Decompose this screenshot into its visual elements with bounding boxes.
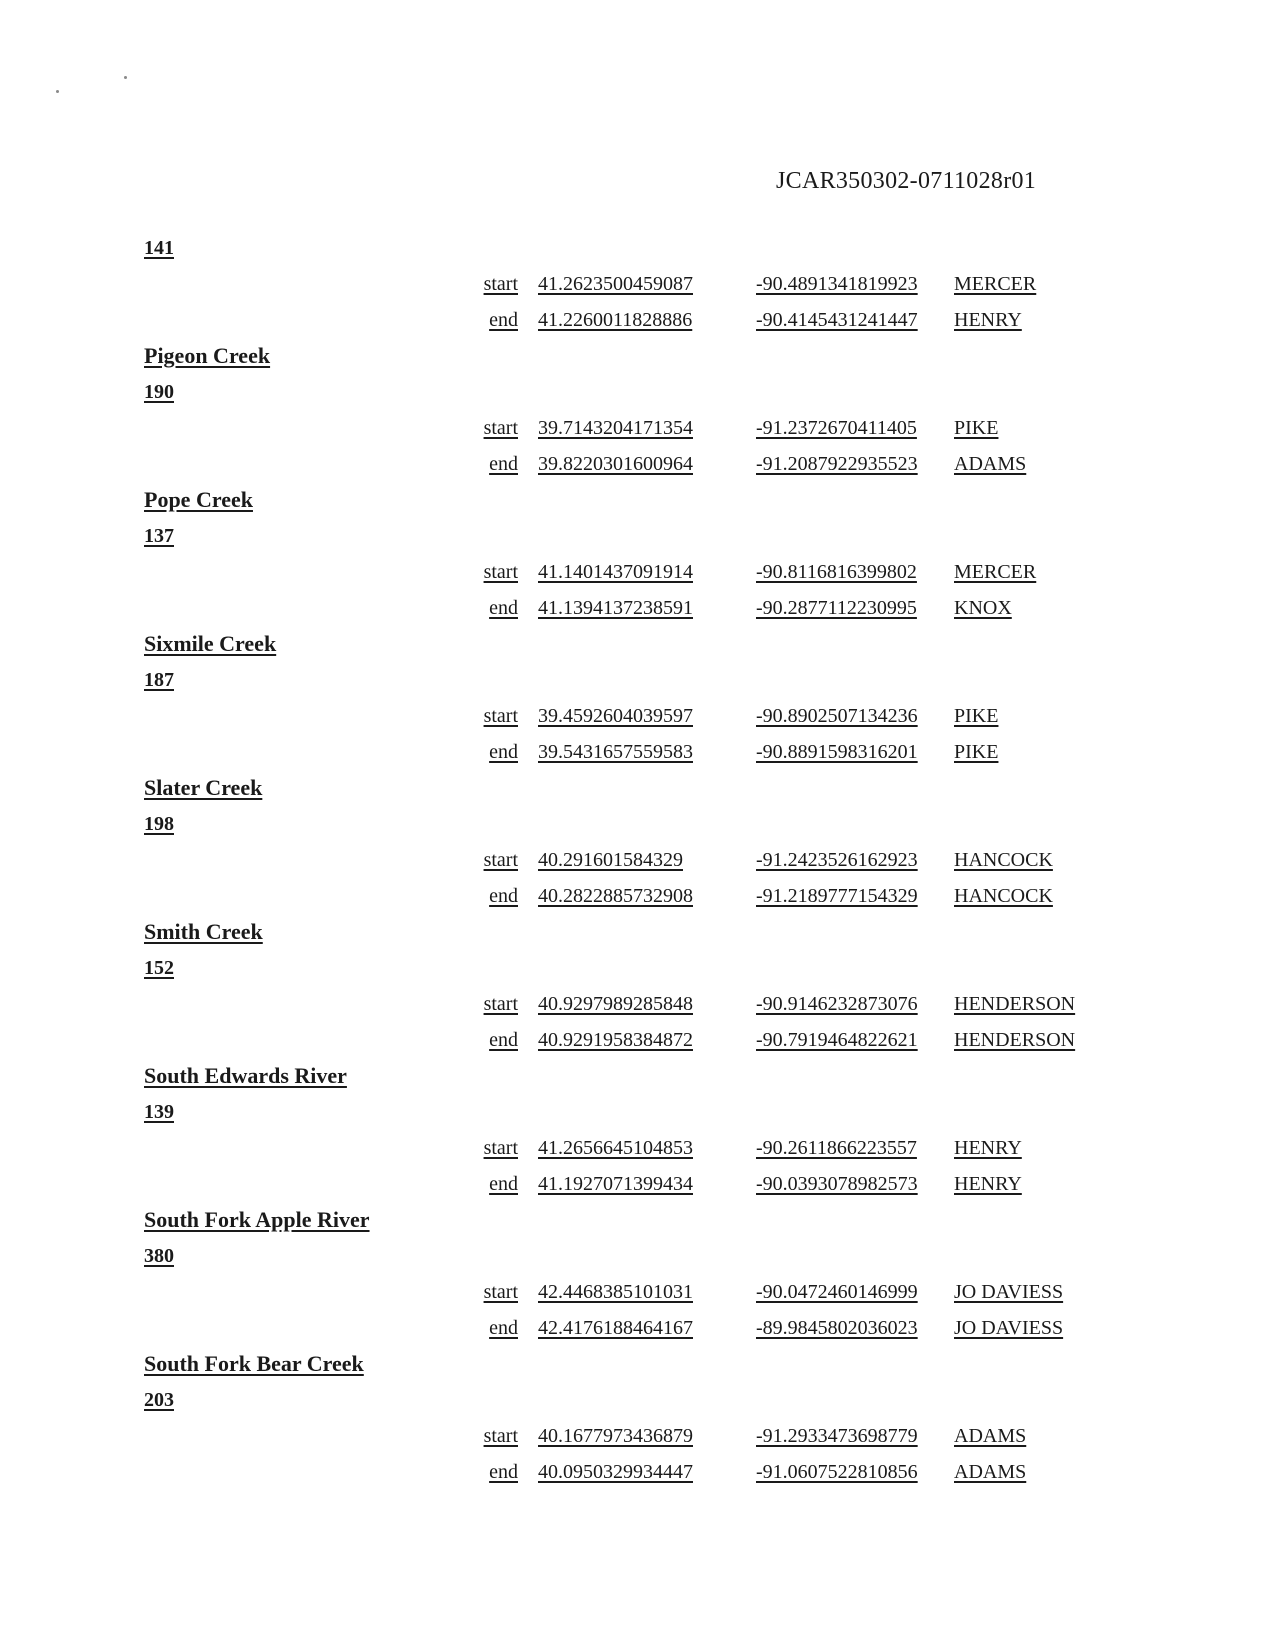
county-name: ADAMS bbox=[954, 1461, 1027, 1483]
coordinate-row bbox=[0, 554, 1276, 590]
latitude-value: 39.8220301600964 bbox=[538, 453, 693, 475]
stream-name-row bbox=[144, 770, 1276, 806]
longitude-value: -90.4891341819923 bbox=[756, 273, 918, 295]
segment-number: 141 bbox=[144, 237, 174, 259]
segment-number-row bbox=[144, 1238, 1276, 1274]
longitude-value: -90.2611866223557 bbox=[756, 1137, 917, 1159]
stream-section bbox=[0, 914, 1276, 1058]
latitude-value: 41.2623500459087 bbox=[538, 273, 693, 295]
longitude-value: -90.8116816399802 bbox=[756, 561, 917, 583]
document-id: JCAR350302-0711028r01 bbox=[776, 168, 1037, 194]
point-label: start bbox=[483, 561, 518, 583]
segment-number: 198 bbox=[144, 813, 174, 835]
stream-name: Slater Creek bbox=[144, 775, 263, 800]
coordinate-row bbox=[0, 1022, 1276, 1058]
point-label: start bbox=[483, 1425, 518, 1447]
stream-name-row bbox=[144, 338, 1276, 374]
segment-number: 139 bbox=[144, 1101, 174, 1123]
stream-section bbox=[0, 770, 1276, 914]
stream-name: South Fork Apple River bbox=[144, 1207, 370, 1232]
coordinate-row bbox=[0, 986, 1276, 1022]
coordinate-row bbox=[0, 1274, 1276, 1310]
point-label: end bbox=[489, 741, 518, 763]
longitude-value: -89.9845802036023 bbox=[756, 1317, 918, 1339]
coordinate-row bbox=[0, 1418, 1276, 1454]
segment-number: 137 bbox=[144, 525, 174, 547]
latitude-value: 40.0950329934447 bbox=[538, 1461, 693, 1483]
point-label: start bbox=[483, 273, 518, 295]
stream-name-row bbox=[144, 1058, 1276, 1094]
latitude-value: 40.1677973436879 bbox=[538, 1425, 693, 1447]
longitude-value: -90.4145431241447 bbox=[756, 309, 918, 331]
latitude-value: 40.9291958384872 bbox=[538, 1029, 693, 1051]
longitude-value: -91.0607522810856 bbox=[756, 1461, 918, 1483]
latitude-value: 39.4592604039597 bbox=[538, 705, 693, 727]
stream-name: South Fork Bear Creek bbox=[144, 1351, 364, 1376]
latitude-value: 41.2260011828886 bbox=[538, 309, 693, 331]
segment-number: 187 bbox=[144, 669, 174, 691]
scan-speck bbox=[56, 90, 59, 93]
county-name: PIKE bbox=[954, 741, 999, 763]
point-label: start bbox=[483, 1137, 518, 1159]
stream-name: South Edwards River bbox=[144, 1063, 347, 1088]
coordinate-row bbox=[0, 1166, 1276, 1202]
point-label: end bbox=[489, 1317, 518, 1339]
latitude-value: 39.5431657559583 bbox=[538, 741, 693, 763]
coordinate-row bbox=[0, 734, 1276, 770]
stream-section bbox=[0, 338, 1276, 482]
segment-number-row bbox=[144, 950, 1276, 986]
segment-number-row bbox=[144, 806, 1276, 842]
stream-name: Pigeon Creek bbox=[144, 343, 271, 368]
point-label: end bbox=[489, 1461, 518, 1483]
latitude-value: 42.4468385101031 bbox=[538, 1281, 693, 1303]
stream-section bbox=[0, 1346, 1276, 1490]
latitude-value: 41.1401437091914 bbox=[538, 561, 693, 583]
segment-number-row bbox=[144, 230, 1276, 266]
segment-number-row bbox=[144, 1094, 1276, 1130]
stream-name-row bbox=[144, 1346, 1276, 1382]
coordinate-row bbox=[0, 302, 1276, 338]
latitude-value: 40.291601584329 bbox=[538, 849, 683, 871]
stream-name-row bbox=[144, 482, 1276, 518]
longitude-value: -91.2933473698779 bbox=[756, 1425, 918, 1447]
point-label: end bbox=[489, 597, 518, 619]
stream-section bbox=[0, 1058, 1276, 1202]
latitude-value: 41.2656645104853 bbox=[538, 1137, 693, 1159]
county-name: JO DAVIESS bbox=[954, 1281, 1064, 1303]
latitude-value: 40.2822885732908 bbox=[538, 885, 693, 907]
point-label: end bbox=[489, 885, 518, 907]
river-segment-list bbox=[0, 230, 1276, 1490]
segment-number-row bbox=[144, 662, 1276, 698]
segment-number-row bbox=[144, 1382, 1276, 1418]
latitude-value: 40.9297989285848 bbox=[538, 993, 693, 1015]
longitude-value: -91.2189777154329 bbox=[756, 885, 918, 907]
stream-name: Smith Creek bbox=[144, 919, 263, 944]
stream-name: Sixmile Creek bbox=[144, 631, 277, 656]
county-name: HENDERSON bbox=[954, 1029, 1076, 1051]
county-name: MERCER bbox=[954, 561, 1037, 583]
segment-number-row bbox=[144, 374, 1276, 410]
segment-number: 380 bbox=[144, 1245, 174, 1267]
longitude-value: -90.7919464822621 bbox=[756, 1029, 918, 1051]
point-label: start bbox=[483, 417, 518, 439]
county-name: HENRY bbox=[954, 1173, 1022, 1195]
county-name: ADAMS bbox=[954, 1425, 1027, 1447]
longitude-value: -91.2087922935523 bbox=[756, 453, 918, 475]
latitude-value: 39.7143204171354 bbox=[538, 417, 693, 439]
latitude-value: 42.4176188464167 bbox=[538, 1317, 693, 1339]
coordinate-row bbox=[0, 446, 1276, 482]
latitude-value: 41.1394137238591 bbox=[538, 597, 693, 619]
stream-section bbox=[0, 1202, 1276, 1346]
point-label: start bbox=[483, 1281, 518, 1303]
coordinate-row bbox=[0, 410, 1276, 446]
stream-section bbox=[0, 626, 1276, 770]
longitude-value: -91.2423526162923 bbox=[756, 849, 918, 871]
county-name: HENDERSON bbox=[954, 993, 1076, 1015]
segment-number-row bbox=[144, 518, 1276, 554]
county-name: JO DAVIESS bbox=[954, 1317, 1064, 1339]
point-label: end bbox=[489, 453, 518, 475]
segment-number: 152 bbox=[144, 957, 174, 979]
point-label: start bbox=[483, 705, 518, 727]
longitude-value: -90.0472460146999 bbox=[756, 1281, 918, 1303]
segment-number: 203 bbox=[144, 1389, 174, 1411]
coordinate-row bbox=[0, 842, 1276, 878]
coordinate-row bbox=[0, 1310, 1276, 1346]
latitude-value: 41.1927071399434 bbox=[538, 1173, 693, 1195]
longitude-value: -90.9146232873076 bbox=[756, 993, 918, 1015]
point-label: end bbox=[489, 1029, 518, 1051]
stream-name-row bbox=[144, 626, 1276, 662]
county-name: KNOX bbox=[954, 597, 1012, 619]
stream-section bbox=[0, 482, 1276, 626]
point-label: end bbox=[489, 309, 518, 331]
coordinate-row bbox=[0, 1454, 1276, 1490]
county-name: PIKE bbox=[954, 417, 999, 439]
coordinate-row bbox=[0, 590, 1276, 626]
stream-section bbox=[0, 230, 1276, 338]
longitude-value: -90.0393078982573 bbox=[756, 1173, 918, 1195]
coordinate-row bbox=[0, 698, 1276, 734]
stream-name: Pope Creek bbox=[144, 487, 253, 512]
county-name: ADAMS bbox=[954, 453, 1027, 475]
longitude-value: -90.8902507134236 bbox=[756, 705, 918, 727]
point-label: start bbox=[483, 993, 518, 1015]
scan-speck bbox=[124, 76, 127, 79]
point-label: start bbox=[483, 849, 518, 871]
longitude-value: -90.2877112230995 bbox=[756, 597, 917, 619]
coordinate-row bbox=[0, 1130, 1276, 1166]
county-name: HENRY bbox=[954, 309, 1022, 331]
longitude-value: -90.8891598316201 bbox=[756, 741, 918, 763]
county-name: HANCOCK bbox=[954, 885, 1053, 907]
longitude-value: -91.2372670411405 bbox=[756, 417, 917, 439]
county-name: HENRY bbox=[954, 1137, 1022, 1159]
segment-number: 190 bbox=[144, 381, 174, 403]
point-label: end bbox=[489, 1173, 518, 1195]
stream-name-row bbox=[144, 1202, 1276, 1238]
county-name: HANCOCK bbox=[954, 849, 1053, 871]
stream-name-row bbox=[144, 914, 1276, 950]
coordinate-row bbox=[0, 266, 1276, 302]
coordinate-row bbox=[0, 878, 1276, 914]
county-name: MERCER bbox=[954, 273, 1037, 295]
county-name: PIKE bbox=[954, 705, 999, 727]
